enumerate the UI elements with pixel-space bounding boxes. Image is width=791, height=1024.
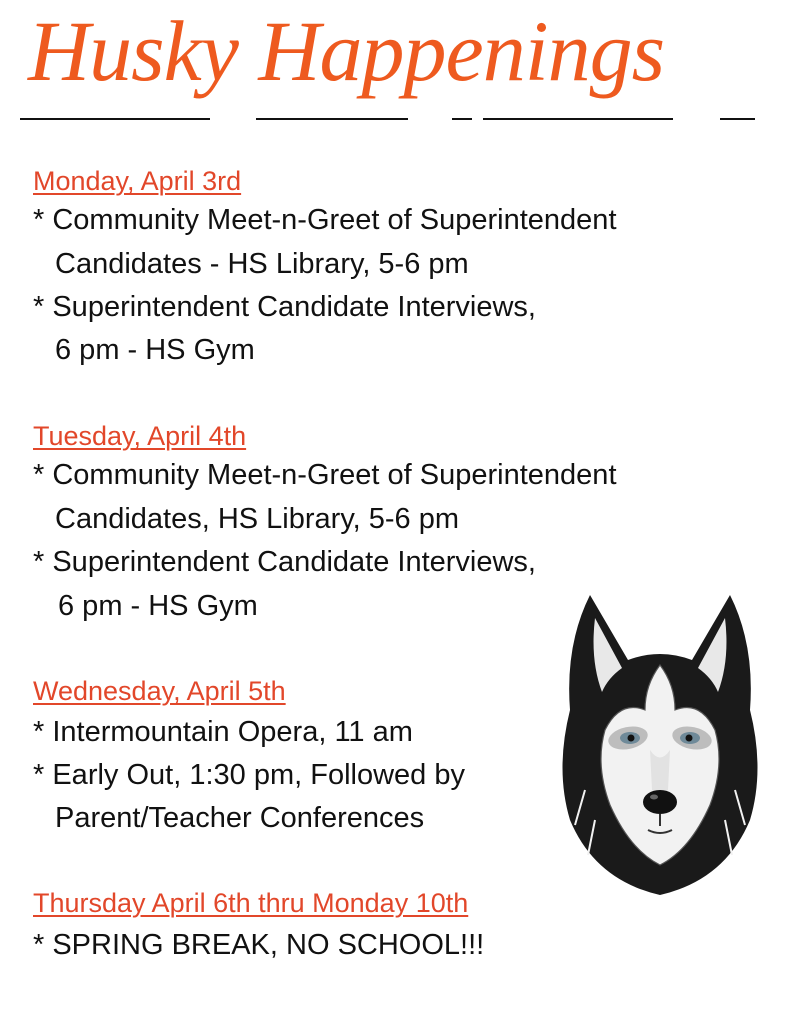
event-line: Candidates, HS Library, 5-6 pm bbox=[55, 503, 460, 535]
title-underline-5 bbox=[720, 118, 755, 120]
title-underline-2 bbox=[256, 118, 408, 120]
title-underline-3 bbox=[452, 118, 472, 120]
page-title: Husky Happenings bbox=[28, 3, 665, 99]
day-heading-tuesday: Tuesday, April 4th bbox=[33, 421, 247, 451]
event-line: * SPRING BREAK, NO SCHOOL!!! bbox=[33, 929, 485, 961]
event-line: * Community Meet-n-Greet of Superintendent bbox=[33, 459, 617, 491]
event-line: * Superintendent Candidate Interviews, bbox=[33, 291, 536, 323]
day-heading-wednesday: Wednesday, April 5th bbox=[33, 676, 286, 706]
event-line: * Early Out, 1:30 pm, Followed by bbox=[33, 759, 465, 791]
husky-head-icon bbox=[550, 590, 770, 900]
title-underline-4 bbox=[483, 118, 673, 120]
day-heading-monday: Monday, April 3rd bbox=[33, 166, 242, 196]
title-underline-1 bbox=[20, 118, 210, 120]
event-line: 6 pm - HS Gym bbox=[55, 334, 255, 366]
event-line: * Community Meet-n-Greet of Superintendent bbox=[33, 204, 617, 236]
event-line: 6 pm - HS Gym bbox=[58, 590, 258, 622]
day-heading-thursday: Thursday April 6th thru Monday 10th bbox=[33, 888, 469, 918]
event-line: * Intermountain Opera, 11 am bbox=[33, 716, 413, 748]
event-line: * Superintendent Candidate Interviews, bbox=[33, 546, 536, 578]
event-line: Candidates - HS Library, 5-6 pm bbox=[55, 248, 469, 280]
event-line: Parent/Teacher Conferences bbox=[55, 802, 425, 834]
